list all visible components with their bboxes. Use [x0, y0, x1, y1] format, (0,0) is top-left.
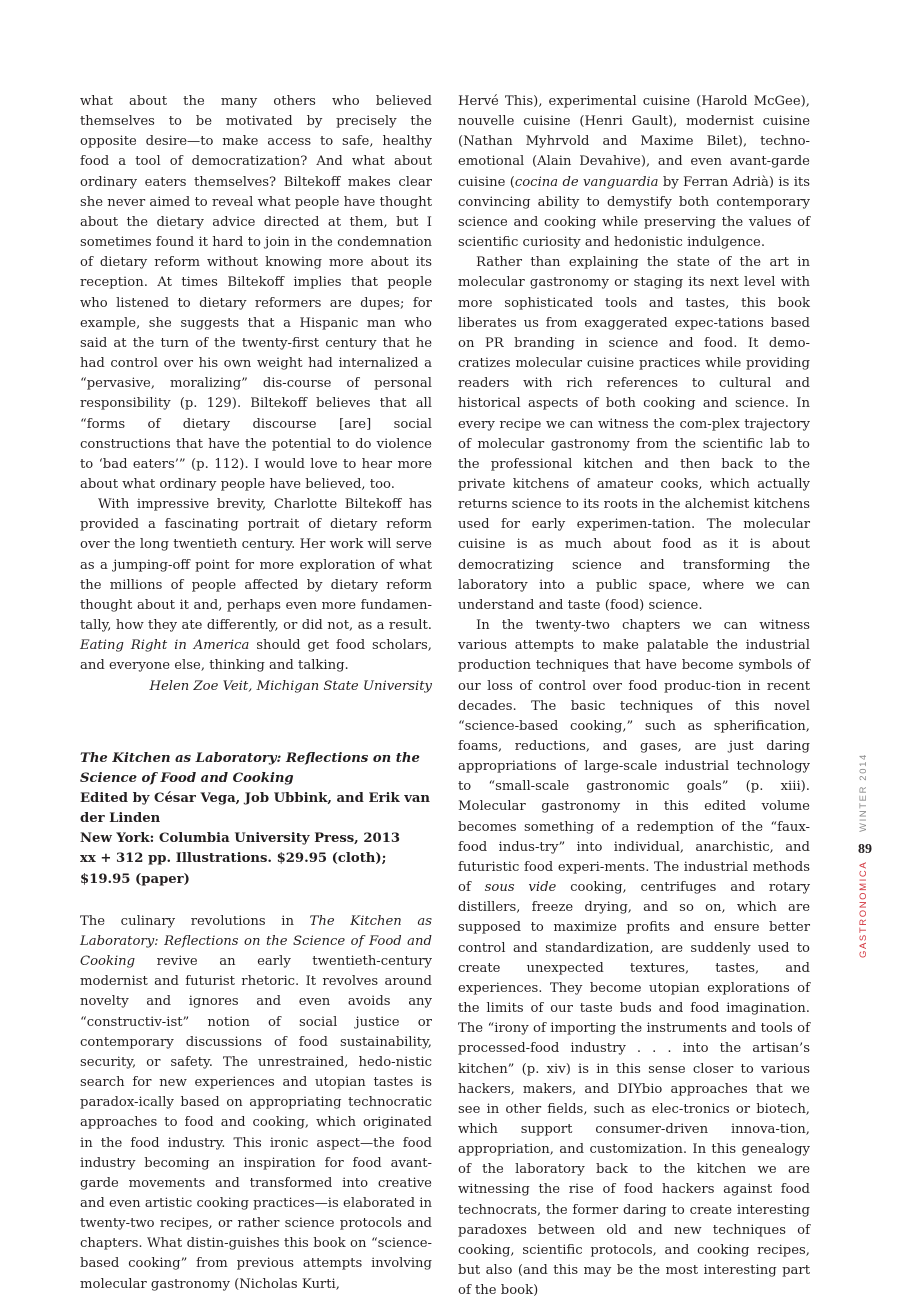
issue-season: WINTER 2014: [858, 753, 869, 832]
right-column: [458, 92, 810, 1301]
review-book-title: The Kitchen as Laboratory: Reflections on the Science of Food and Cooking: [80, 750, 420, 786]
paragraph: Rather than explaining the state of the art in molecular gastronomy or staging its next level with more sophisticated tools and tastes, this book liberates us from exaggerated expec-tations based on PR branding in science and food. It demo-cratizes molecular cuisine practices while providing readers with rich references to cultural and historical aspects of both cooking and science. In every recipe we can witness the com-plex trajectory of molecular gastronomy from the scientific lab to the professional kitchen and then back to the private kitchens of amateur cooks, which actually returns science to its roots in the alchemist kitchens used for early experimen-tation. The molecular cuisine is as much about food as it is about democratizing science and transforming the laboratory into a public space, where we can understand and taste (food) science.: [458, 255, 810, 613]
paragraph: [458, 92, 810, 253]
paragraph: [80, 912, 432, 1295]
book-title-inline: Eating Right in America: [80, 638, 250, 654]
paragraph: what about the many others who believed themselves to be motivated by precisely the opposite desire—to make access to safe, healthy food a tool of democratization? And what about ordinary eaters themselves? Biltekoff makes clear she never aimed to reveal what people have thought about the dietary advice directed at them, but I sometimes found it hard to join in the condemnation of dietary reform without knowing more about its reception. At times Biltekoff implies that people who listened to dietary reformers are dupes; for example, she suggests that a Hispanic man who said at the turn of the twenty-first century that he had control over his own weight had internalized a “pervasive, moralizing” dis-course of personal responsibility (p. 129). Biltekoff believes that all “forms of dietary discourse [are] social constructions that have the potential to do violence to ‘bad eaters’” (p. 112). I would love to hear more about what ordinary people have believed, too.: [80, 94, 432, 492]
paragraph-text: cooking, centrifuges and rotary distillers, freeze drying, and so on, which are supposed to maximize profits and ensure better control and standardization, are suddenly used to create unexpected textures, tastes, and experiences. They become utopian explorations of the limits of our taste buds and food imagination. The “irony of importing the instruments and tools of processed-food industry . . . into the artisan’s kitchen” (p. xiv) is in this sense closer to various hackers, makers, and DIYbio approaches that we see in other fields, such as elec-tronics or biotech, which support consumer-driven innova-tion, appropriation, and customization. In this genealogy of the laboratory back to the kitchen we are witnessing the rise of food hackers against food technocrats, the former daring to create interesting paradoxes between old and new techniques of cooking, scientific protocols, and cooking recipes, but also (and this may be the most interesting part of the book): [458, 880, 811, 1299]
paragraph-text: by Ferran Adrià) is its convincing ability to demystify both contemporary science and cooking while preserving the values of scientific curiosity and hedonistic indulgence.: [458, 174, 810, 251]
journal-name: GASTRONOMICA: [858, 860, 869, 958]
paragraph-text: In the twenty-two chapters we can witness various attempts to make palatable the industrial production techniques that have become symbols of our loss of control over food produc-tion in recent decades. The basic techniques of this novel “science-based cooking,” such as spherification, foams, reductions, and gases, are just daring appropriations of large-scale industrial technology to “small-scale gastronomic goals” (p. xiii). Molecular gastronomy in this edited volume becomes something of a redemption of the “faux-food indus-try” into individual, anarchistic, and futuristic food experi-ments. The industrial methods of: [458, 618, 810, 896]
paragraph: [458, 616, 810, 1301]
paragraph-text: Hervé This), experimental cuisine (Harold McGee), nouvelle cuisine (Henri Gault), modernist cuisine (Nathan Myhrvold and Maxime Bilet), techno-emotional (Alain Devahive), and even avant-garde cuisine (: [458, 94, 810, 190]
paragraph-text: With impressive brevity, Charlotte Biltekoff has provided a fascinating portrait of dietary reform over the long twentieth century. Her work will serve as a jumping-off point for more exploration of what the millions of people affected by dietary reform thought about it and, perhaps even more fundamen-tally, how they ate differently, or did not, as a result.: [80, 497, 432, 634]
italic-term: sous vide: [484, 880, 557, 896]
book-title-inline: The Kitchen as Laboratory: Reflections on the Science of Food and Cooking: [80, 913, 432, 970]
paragraph: [80, 495, 432, 676]
italic-term: cocina de vanguardia: [514, 174, 659, 190]
reviewer-signature: Helen Zoe Veit, Michigan State University: [149, 678, 432, 694]
review-editors: Edited by César Vega, Job Ubbink, and Erik van der Linden: [80, 791, 430, 827]
left-column: [80, 92, 432, 1295]
paragraph-text: should get food scholars, and everyone else, thinking and talking.: [80, 638, 432, 674]
review-publisher: New York: Columbia University Press, 2013: [80, 831, 401, 847]
paragraph-text: revive an early twentieth-century modernist and futurist rhetoric. It revolves around novelty and ignores and even avoids any “constructiv-ist” notion of social justice or contemporary discussions of food sustainability, security, or safety. The unrestrained, hedo-nistic search for new experiences and utopian tastes is paradox-ically based on appropriating technocratic approaches to food and cooking, which originated in the food industry. This ironic aspect—the food industry becoming an inspiration for food avant-garde movements and transformed into creative and even artistic cooking practices—is elaborated in twenty-two recipes, or rather science protocols and chapters. What distin-guishes this book on “science-based cooking” from previous attempts involving molecular gastronomy (Nicholas Kurti,: [80, 954, 432, 1292]
paragraph-text: The culinary revolutions in: [80, 913, 310, 929]
review-details: xx + 312 pp. Illustrations. $29.95 (cloth); $19.95 (paper): [80, 851, 387, 887]
page-number: 89: [858, 842, 872, 857]
